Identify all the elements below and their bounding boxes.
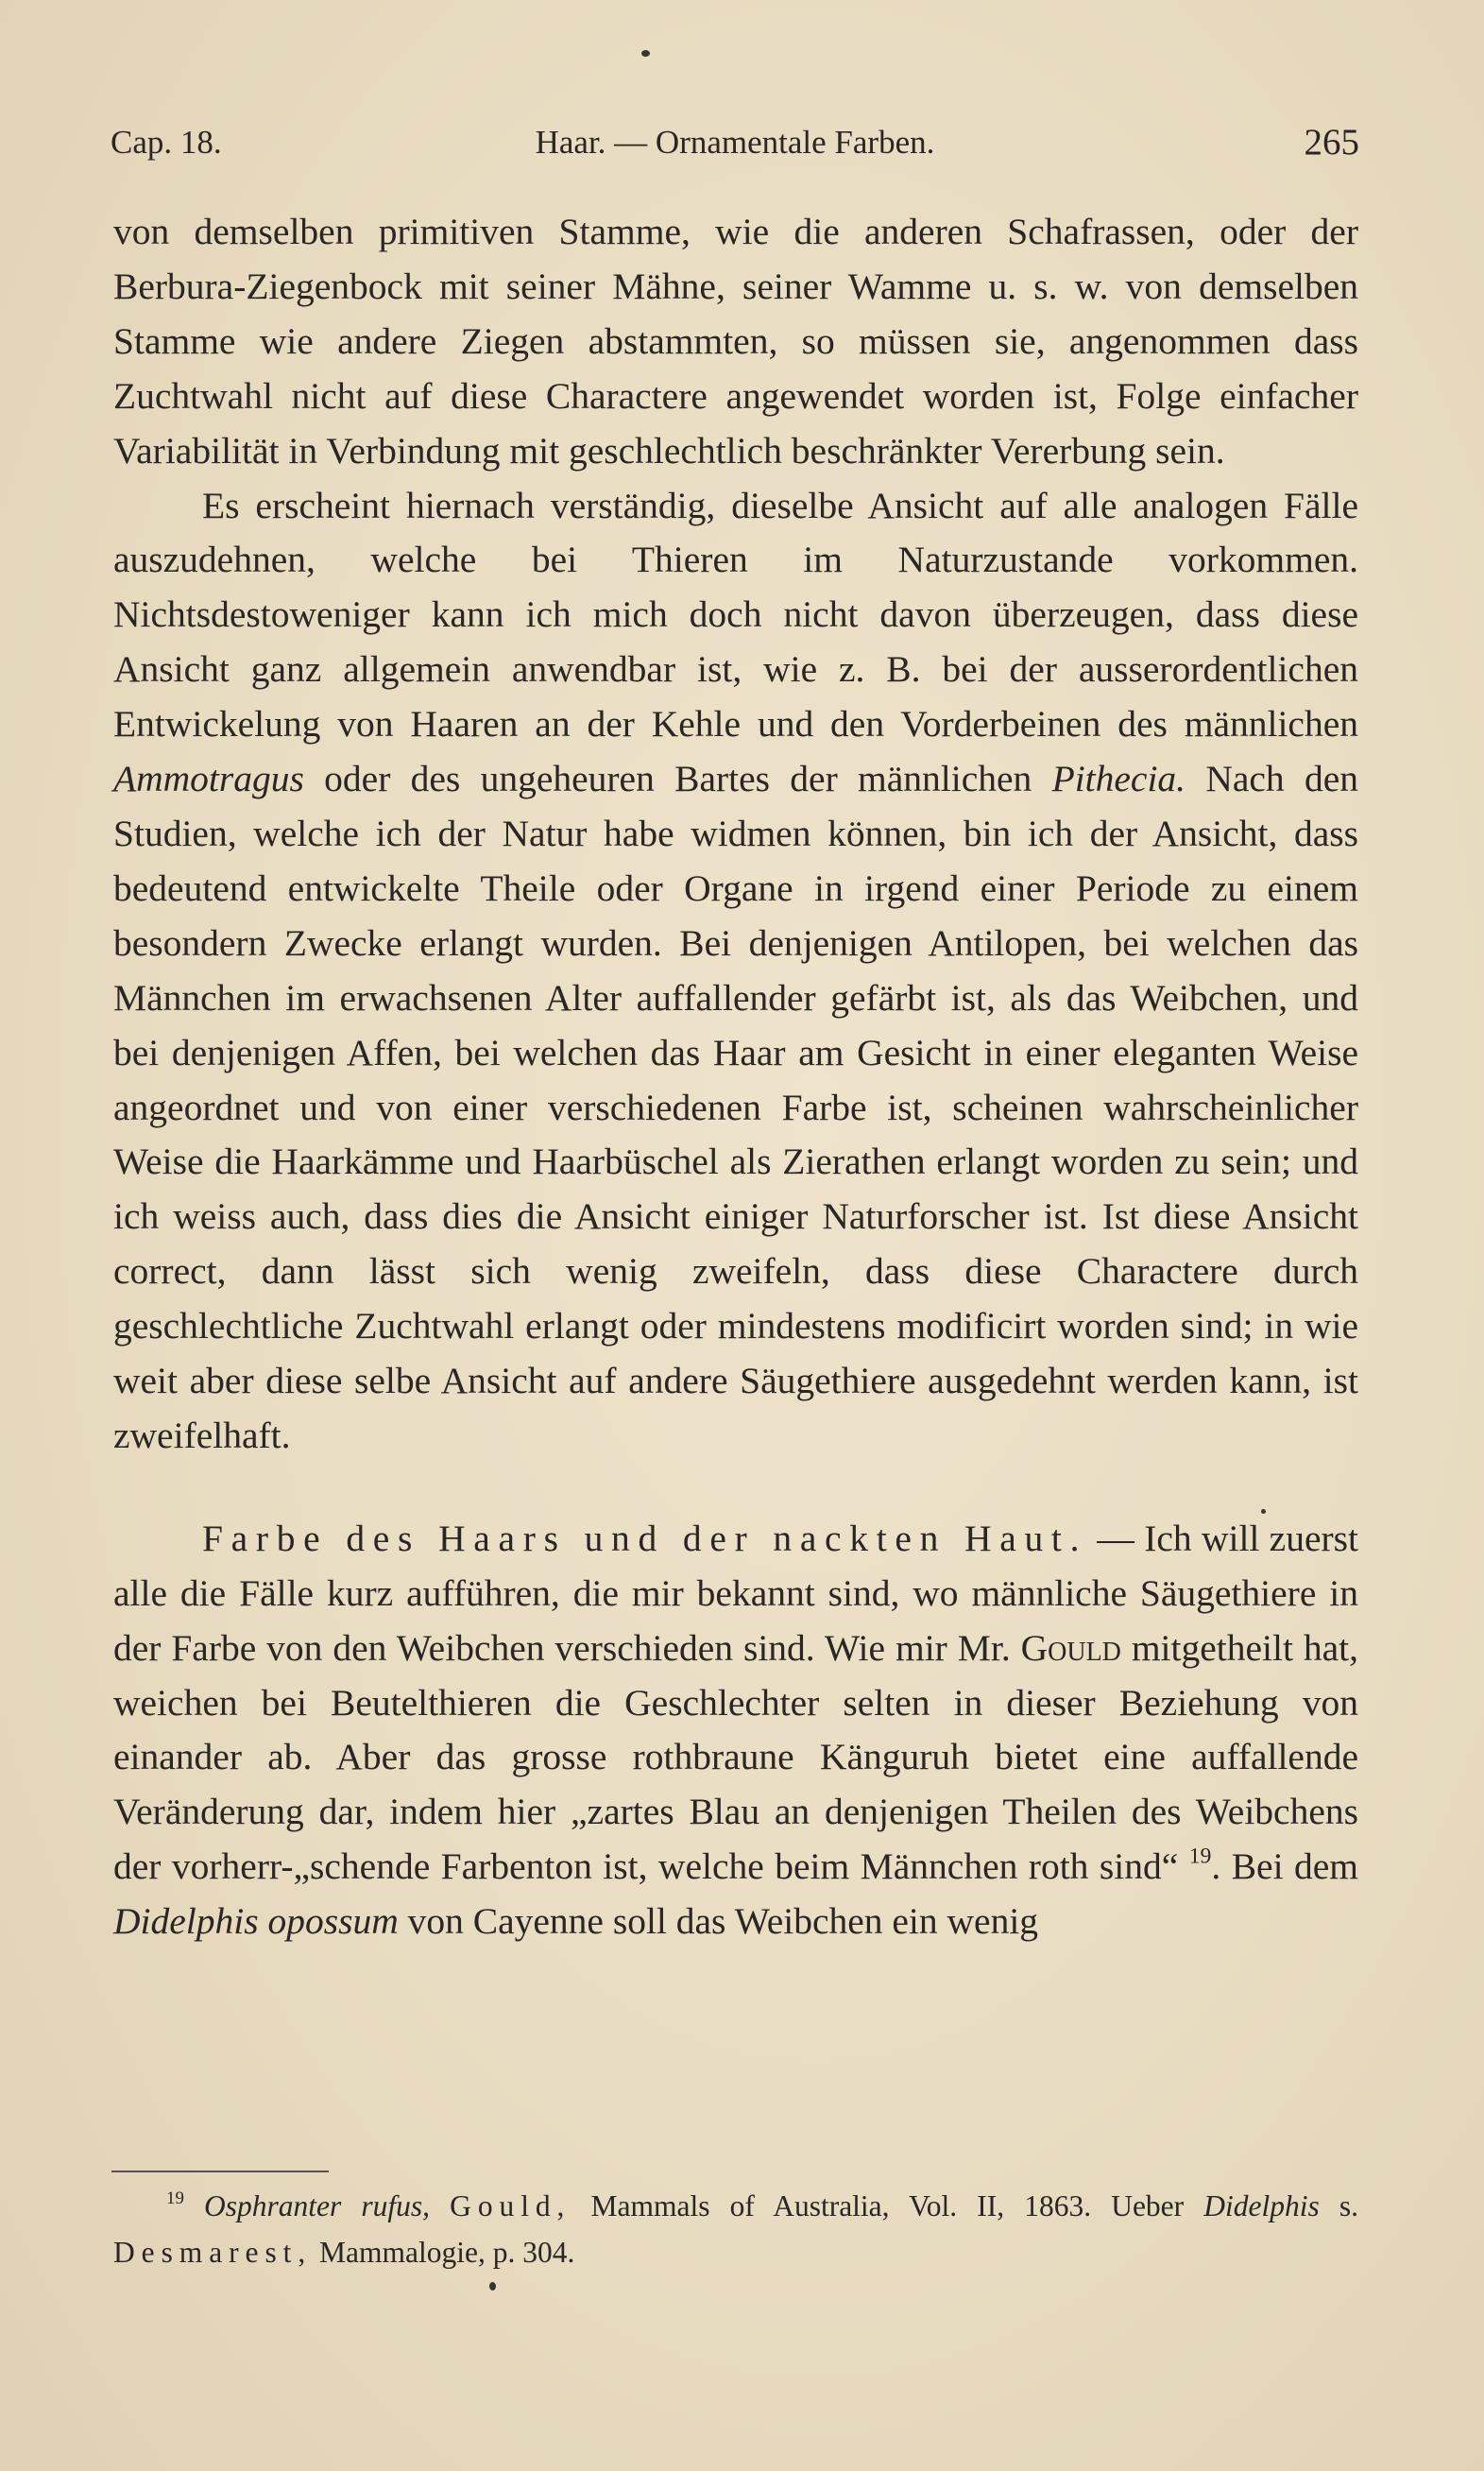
footnote-reference[interactable]: 19 [1188, 1844, 1212, 1869]
page-number: 265 [1304, 122, 1359, 163]
paragraph-text: Nach den Studien, welche ich der Natur habe widmen können, bin ich der Ansicht, dass bedeutend entwickelte Theile oder Organe in irgend einer Periode zu einem besondern Zwecke erlangt wurden. Bei denjenigen Antilopen, bei welchen das Männchen im erwachsenen Alter auffallender gefärbt ist, als das Weibchen, und bei denjenigen Affen, bei welchen das Haar am Gesicht in einer eleganten Weise angeordnet und von einer verschiedenen Farbe ist, scheinen wahrscheinlicher Weise die Haarkämme und Haarbüschel als Zierathen erlangt worden zu sein; und ich weiss auch, dass dies die Ansicht einiger Naturforscher ist. Ist diese Ansicht correct, dann lässt sich wenig zweifeln, dass diese Charactere durch geschlechtliche Zuchtwahl erlangt oder mindestens modificirt worden sind; in wie weit aber diese selbe Ansicht auf andere Säugethiere ausgedehnt werden kann, ist zweifelhaft. [113, 758, 1358, 1456]
paragraph [113, 479, 1358, 1464]
footnote-number: 19 [166, 2188, 184, 2208]
paragraph [113, 1512, 1358, 1949]
footnote [113, 2183, 1358, 2275]
paragraph [113, 205, 1358, 479]
paragraph-text: — Ich will zuerst alle die Fälle kurz aufführen, die mir bekannt sind, wo männliche Säugethiere in der Farbe von den Weibchen verschieden sind. Wie mir Mr. [113, 1517, 1358, 1669]
paragraph-text: oder des ungeheuren Bartes der männlichen [303, 758, 1052, 800]
ink-speck [641, 50, 650, 57]
paragraph-text: mitgetheilt hat, weichen bei Beutelthieren die Geschlechter selten in dieser Beziehung von einander ab. Aber das grosse rothbraune Känguruh bietet eine auffallende Veränderung dar, indem hier „zartes Blau an denjenigen Theilen des Weibchens der vorherr-„schende Farbenton ist, welche beim Männchen roth sind“ [113, 1626, 1358, 1888]
chapter-label: Cap. 18. [111, 124, 222, 161]
paragraph-text: Es erscheint hiernach verständig, dieselbe Ansicht auf alle analogen Fälle auszudehnen, welche bei Thieren im Naturzustande vorkommen. Nichtsdestoweniger kann ich mich doch nicht davon überzeugen, dass diese Ansicht ganz allgemein anwendbar ist, wie z. B. bei der ausserordentlichen Entwickelung von Haaren an der Kehle und den Vorderbeinen des männlichen [113, 484, 1358, 746]
footnotes [113, 2183, 1358, 2275]
author-name: Desmarest, [113, 2236, 313, 2269]
author-name: Gould [1020, 1626, 1121, 1669]
author-name: Gould, [450, 2189, 571, 2222]
species-name: Didelphis [1203, 2189, 1320, 2222]
running-title: Haar. — Ornamentale Farben. [535, 124, 935, 161]
footnote-text: Mammals of Australia, Vol. II, 1863. Ueber [571, 2189, 1204, 2222]
section-heading: Farbe des Haars und der nackten Haut. [202, 1517, 1088, 1559]
paragraph-text: . Bei dem [1211, 1845, 1358, 1888]
ink-speck [489, 2282, 496, 2291]
main-text [113, 205, 1358, 1949]
running-header [111, 119, 1359, 166]
footnote-text: s. [1319, 2189, 1359, 2222]
paragraph-text: von demselben primitiven Stamme, wie die anderen Schafrassen, oder der Berbura-Ziegenbock mit seiner Mähne, seiner Wamme u. s. w. von demselben Stamme wie andere Ziegen abstammten, so müssen sie, angenommen dass Zuchtwahl nicht auf diese Charactere angewendet worden ist, Folge einfacher Variabilität in Verbindung mit geschlechtlich beschränkter Vererbung sein. [113, 211, 1358, 472]
species-name: Osphranter rufus, [204, 2189, 431, 2222]
section-gap [113, 1464, 1358, 1512]
footnote-text: Mammalogie, p. 304. [312, 2236, 575, 2269]
species-name: Ammotragus [113, 758, 304, 800]
species-name: Didelphis opossum [113, 1900, 399, 1943]
paragraph-text: von Cayenne soll das Weibchen ein wenig [398, 1900, 1039, 1943]
species-name: Pithecia. [1051, 758, 1186, 800]
footnote-separator [111, 2171, 329, 2172]
